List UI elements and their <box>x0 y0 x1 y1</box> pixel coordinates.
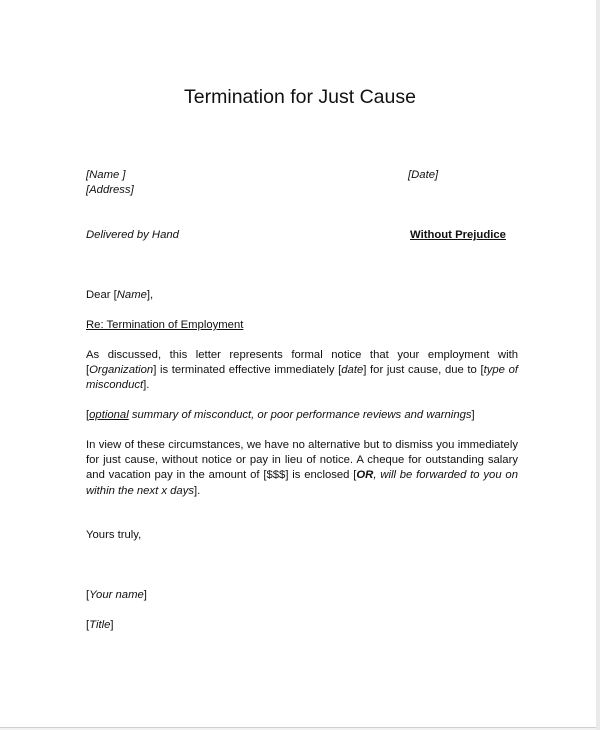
p1-a: As discussed, this letter represents formal notice that your employment with [ <box>86 349 518 377</box>
p1-org: Organization <box>89 364 154 377</box>
paragraph-notice <box>86 348 518 394</box>
p3-c: ]. <box>194 484 201 497</box>
p2-optional: optional <box>89 409 129 421</box>
signature-title <box>86 618 114 633</box>
salutation-prefix: Dear [ <box>86 289 117 301</box>
sig-title-open: [ <box>86 619 90 631</box>
paragraph-optional <box>86 408 475 423</box>
p1-c: ] for just cause, due to [ <box>363 364 484 377</box>
prejudice-note: Without Prejudice <box>410 229 506 241</box>
p2-text: summary of misconduct, or poor performance reviews and warnings <box>128 409 472 421</box>
page-edge <box>596 0 600 730</box>
closing: Yours truly, <box>86 529 142 541</box>
salutation <box>86 288 153 303</box>
letter-date: [Date] <box>408 169 439 181</box>
recipient-address: [Address] <box>86 184 134 196</box>
salutation-name: Name <box>116 289 147 301</box>
p3-b: , will be forwarded to you on within the next x days <box>86 469 518 497</box>
document-title: Termination for Just Cause <box>184 86 416 108</box>
recipient-name: [Name ] <box>86 169 126 181</box>
delivery-method: Delivered by Hand <box>86 229 179 241</box>
p1-type: type of misconduct <box>86 364 518 392</box>
sig-name-open: [ <box>86 589 90 601</box>
signature-name <box>86 588 147 603</box>
p1-b: ] is terminated effective immediately [ <box>153 364 342 377</box>
p3-or: OR <box>356 469 374 482</box>
paragraph-dismissal <box>86 438 518 499</box>
p1-d: ]. <box>143 379 150 392</box>
p2-close: ] <box>471 409 475 421</box>
salutation-suffix: ], <box>146 289 154 301</box>
sig-title: Title <box>89 619 111 631</box>
p1-date: date <box>341 364 364 377</box>
sig-name: Your name <box>89 589 144 601</box>
p3-a: In view of these circumstances, we have no alternative but to dismiss you immediately for just cause, without notice or pay in lieu of notice. A cheque for outstanding salary and vacation pay in the amount of [$$$] is enclosed [ <box>86 439 518 482</box>
subject-line: Re: Termination of Employment <box>86 319 244 331</box>
sig-name-close: ] <box>143 589 147 601</box>
p2-open: [ <box>86 409 90 421</box>
sig-title-close: ] <box>110 619 114 631</box>
